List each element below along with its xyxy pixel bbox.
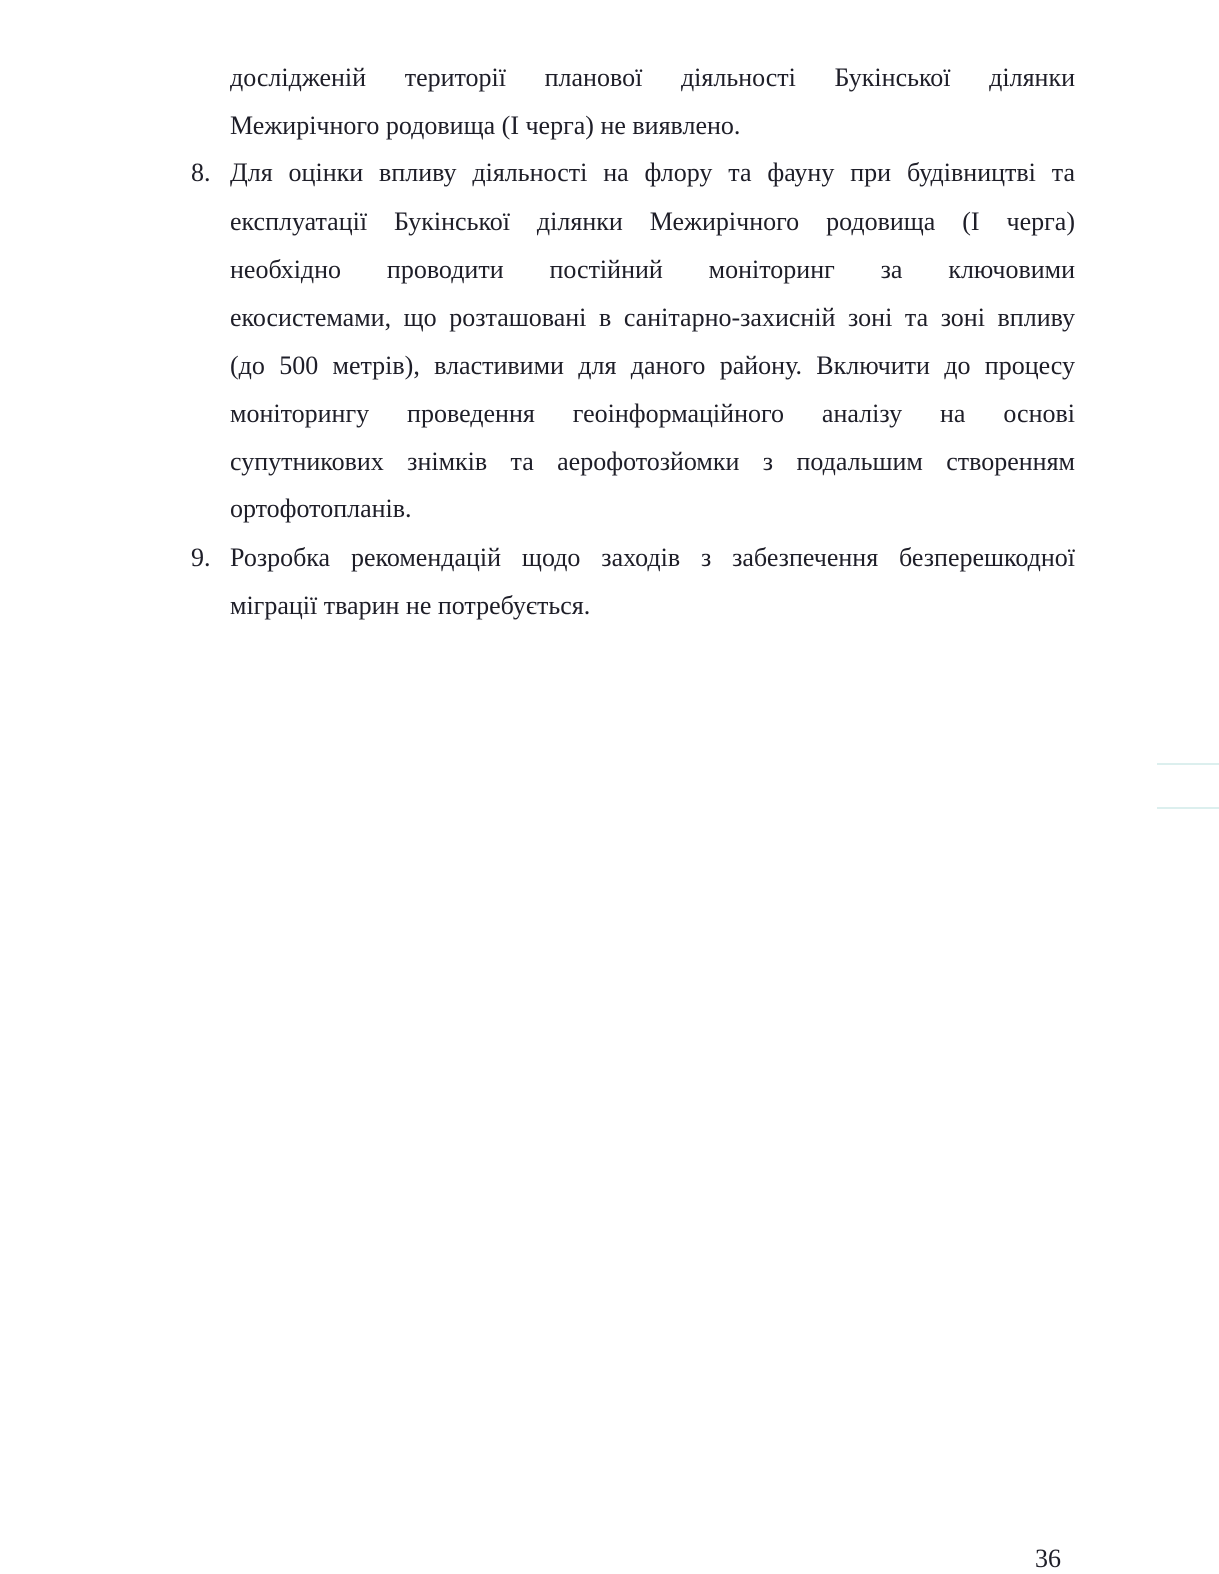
page-number: 36 bbox=[1035, 1544, 1061, 1573]
list-item-line: експлуатації Букінської ділянки Межирічного родовища (І черга) bbox=[230, 207, 1075, 236]
list-item-line: Розробка рекомендацій щодо заходів з забезпечення безперешкодної bbox=[230, 543, 1075, 572]
list-item-line: супутникових знімків та аерофотозйомки з подальшим створенням bbox=[230, 447, 1075, 476]
scan-edge-mark bbox=[1157, 807, 1219, 809]
list-item-line: екосистемами, що розташовані в санітарно-захисній зоні та зоні впливу bbox=[230, 303, 1075, 332]
list-item-line: ортофотопланів. bbox=[230, 494, 412, 523]
list-item-line: необхідно проводити постійний моніторинг за ключовими bbox=[230, 255, 1075, 284]
list-item-line: міграції тварин не потребується. bbox=[230, 591, 591, 620]
list-item-line: Для оцінки впливу діяльності на флору та фауну при будівництві та bbox=[230, 158, 1075, 187]
paragraph-line: Межирічного родовища (І черга) не виявлено. bbox=[230, 111, 741, 140]
list-item-line: моніторингу проведення геоінформаційного аналізу на основі bbox=[230, 399, 1075, 428]
list-item-number: 9. bbox=[191, 543, 211, 572]
list-item-number: 8. bbox=[191, 158, 211, 187]
scan-edge-mark bbox=[1157, 763, 1219, 765]
list-item-line: (до 500 метрів), властивими для даного району. Включити до процесу bbox=[230, 351, 1075, 380]
paragraph-line: дослідженій території планової діяльності Букінської ділянки bbox=[230, 63, 1075, 92]
